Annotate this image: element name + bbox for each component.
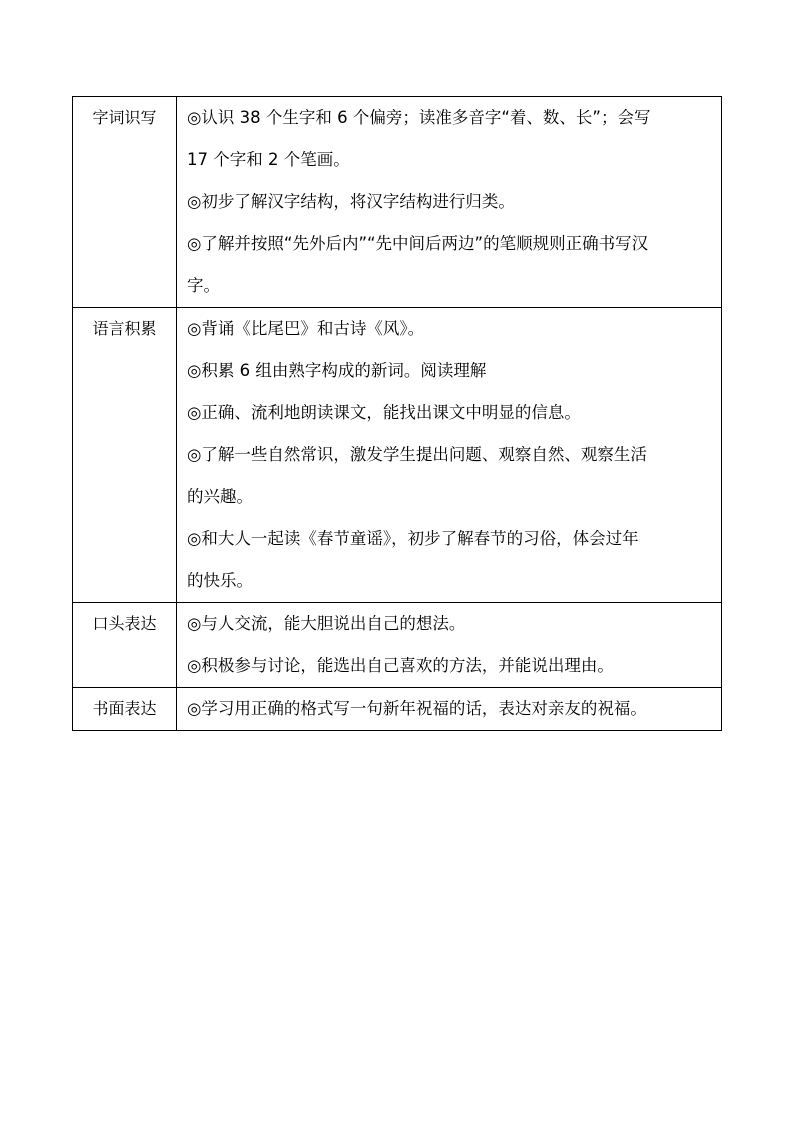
content-line: 17 个字和 2 个笔画。 [187,150,350,169]
content-line: 的兴趣。 [187,487,253,506]
content-cell [177,97,722,308]
content-line: ◎积极参与讨论，能选出自己喜欢的方法，并能说出理由。 [187,656,614,675]
content-line: ◎学习用正确的格式写一句新年祝福的话，表达对亲友的祝福。 [187,699,647,718]
table-row [73,308,722,603]
category-cell: 书面表达 [73,688,177,731]
content-line: 的快乐。 [187,571,253,590]
category-cell: 口头表达 [73,603,177,688]
content-line: 字。 [187,276,220,295]
table-row [73,688,722,731]
content-cell [177,688,722,731]
content-line: ◎了解一些自然常识，激发学生提出问题、观察自然、观察生活 [187,445,647,464]
category-cell: 语言积累 [73,308,177,603]
learning-goals-table [72,96,722,731]
content-cell [177,603,722,688]
content-line: ◎积累 6 组由熟字构成的新词。阅读理解 [187,361,487,380]
content-line: ◎和大人一起读《春节童谣》，初步了解春节的习俗，体会过年 [187,529,639,548]
table-row [73,97,722,308]
content-line: ◎认识 38 个生字和 6 个偏旁；读准多音字“着、数、长”；会写 [187,108,651,127]
table-row [73,603,722,688]
content-line: ◎了解并按照“先外后内”“先中间后两边”的笔顺规则正确书写汉 [187,234,649,253]
content-line: ◎与人交流，能大胆说出自己的想法。 [187,614,466,633]
category-cell: 字词识写 [73,97,177,308]
content-cell [177,308,722,603]
content-line: ◎正确、流利地朗读课文，能找出课文中明显的信息。 [187,403,581,422]
content-line: ◎初步了解汉字结构，将汉字结构进行归类。 [187,192,515,211]
content-line: ◎背诵《比尾巴》和古诗《风》。 [187,319,425,338]
